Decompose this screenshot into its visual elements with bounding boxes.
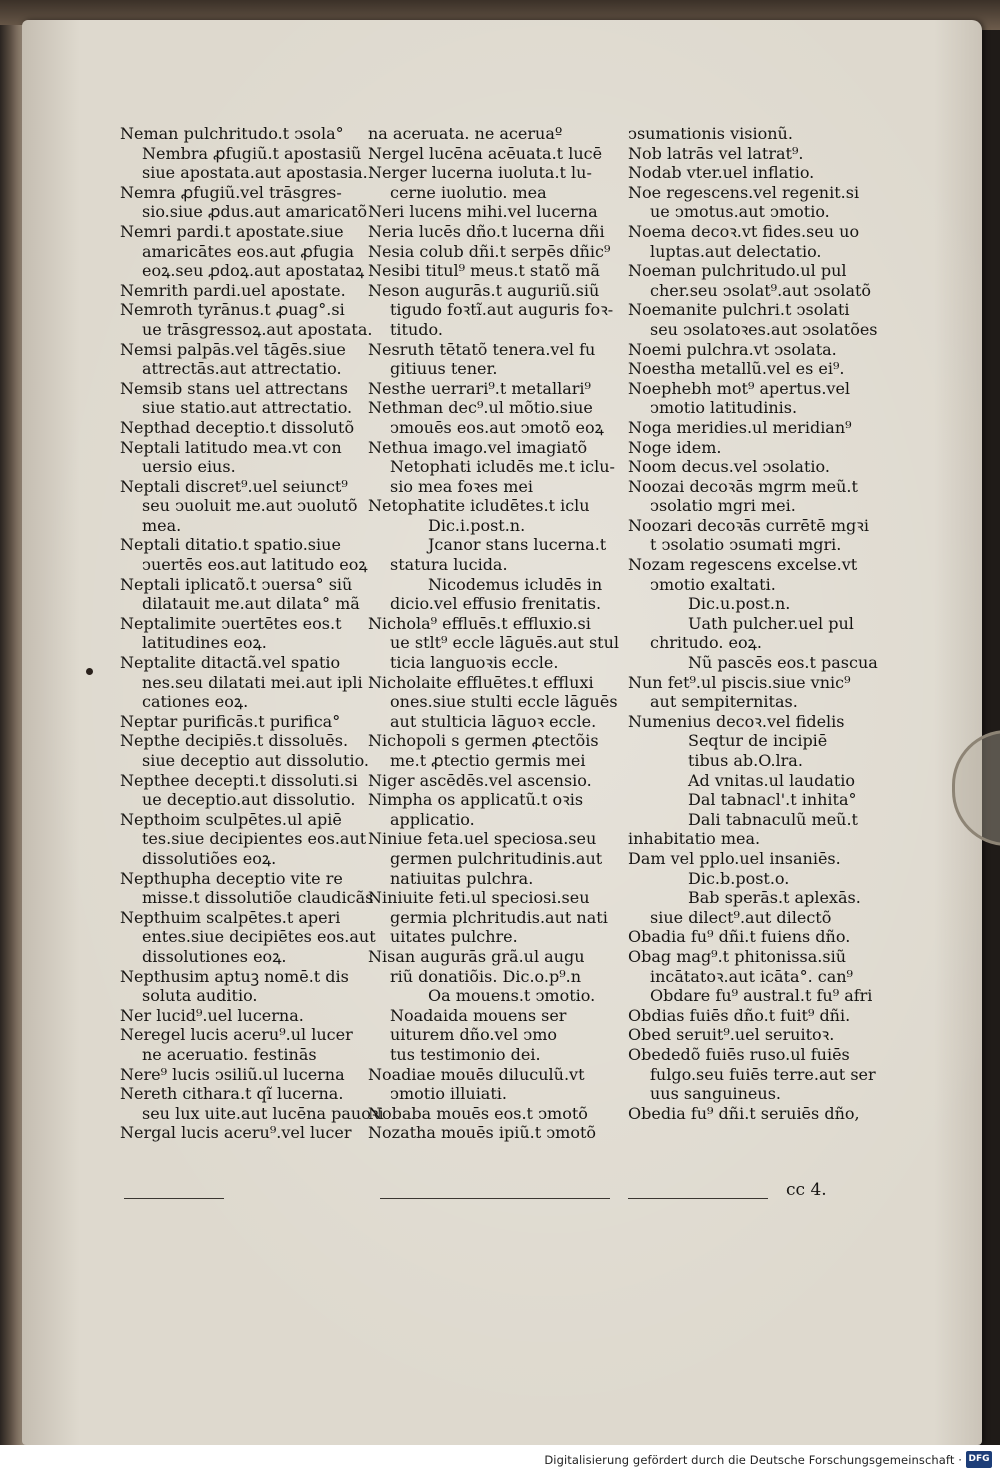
text-line: Niniuite feti.ul speciosi.seu [368,888,590,908]
text-line: Netophatite icludētes.t iclu [368,496,590,516]
text-line: natiuitas pulchra. [390,868,534,888]
text-line: aut stulticia lāguoꝛ eccle. [390,711,597,731]
text-line: tus testimonio dei. [390,1044,541,1064]
text-line: Nun fet⁹.ul piscis.siue vnic⁹ [628,672,851,692]
text-line: Noadaida mouens ser [390,1005,567,1025]
text-line: dilatauit me.aut dilata° mã [142,594,360,614]
text-line: seu ↄsolatoꝛes.aut ↄsolatões [650,319,878,339]
text-column-left [120,124,384,1143]
text-line: Noeman pulchritudo.ul pul [628,261,847,281]
text-line: Dic.b.post.o. [688,868,790,888]
text-line: nes.seu dilatati mei.aut ipli [142,672,363,692]
text-line: Nembra ꝓfugiũ.t apostasiũ [142,143,362,163]
text-line: Nepthoim sculpētes.ul apiē [120,809,342,829]
text-line: cher.seu ↄsolat⁹.aut ↄsolatõ [650,280,872,300]
text-line: Neria lucēs dño.t lucerna dñi [368,221,605,241]
text-line: Bab sperās.t aplexās. [688,888,861,908]
text-line: Neptali latitudo mea.vt con [120,437,342,457]
text-line: Noephebh mot⁹ apertus.vel [628,378,851,398]
text-line: Nũ pascēs eos.t pascua [688,653,878,673]
text-line: Nichola⁹ effluēs.t effluxio.si [368,613,591,633]
text-line: Nozatha mouēs ipiũ.t ↄmotõ [368,1123,597,1143]
text-line: Nesia colub dñi.t serpēs dñic⁹ [368,241,611,261]
text-line: Neptali iplicatõ.t ↄuersa° siũ [120,574,353,594]
text-line: Nemra ꝓfugiũ.vel trāsgres- [120,182,342,202]
text-line: applicatio. [390,809,475,829]
text-line: Neson augurās.t auguriũ.siũ [368,280,600,300]
text-line: t ↄsolatio ↄsumati mgri. [650,535,842,555]
text-line: Noemi pulchra.vt ↄsolata. [628,339,837,359]
text-line: uersio eius. [142,457,236,477]
text-line: germia plchritudis.aut nati [390,907,608,927]
text-line: Nemri pardi.t apostate.siue [120,221,344,241]
text-line: Dam vel pplo.uel insaniēs. [628,848,841,868]
text-line: Neptalite ditactã.vel spatio [120,653,341,673]
text-line: Nepthuim scalpētes.t aperi [120,907,341,927]
text-line: Nimpha os applicatũ.t oꝛis [368,790,584,810]
text-line: Nodab vter.uel inflatio. [628,163,815,183]
text-line: siue deceptio aut dissolutio. [142,751,370,770]
text-line: Numenius decoꝛ.vel fidelis [628,711,845,731]
text-line: Noge idem. [628,437,722,457]
text-line: Noestha metallũ.vel es ei⁹. [628,359,845,379]
text-line: ticia languoꝛis eccle. [390,653,559,673]
text-line: attrectās.aut attrectatio. [142,359,342,379]
text-line: tes.siue decipientes eos.aut [142,829,367,849]
text-line: Nicholaite effluētes.t effluxi [368,672,594,692]
text-line: dissolutiones eoꝝ. [142,946,287,966]
text-line: Nisan augurās grã.ul augu [368,946,585,966]
text-line: ↄmotio latitudinis. [650,398,798,418]
text-line: Nethman dec⁹.ul mõtio.siue [368,398,593,418]
text-line: siue statio.aut attrectatio. [142,398,353,418]
text-line: Nesibi titul⁹ meus.t statõ mã [368,261,600,281]
text-line: Nepthee decepti.t dissoluti.si [120,770,358,790]
text-line: Netophati icludēs me.t iclu- [390,457,615,477]
bottom-rule-right [628,1198,768,1199]
text-line: ue ↄmotus.aut ↄmotio. [650,202,830,222]
text-line: na aceruata. ne aceruaº [368,124,563,143]
text-line: cerne iuolutio. mea [390,182,547,202]
text-line: uus sanguineus. [650,1084,781,1104]
text-line: seu lux uite.aut lucēna pauoꝛi [142,1103,384,1123]
text-line: Niger ascēdēs.vel ascensio. [368,770,592,790]
text-line: dissolutiões eoꝝ. [142,848,277,868]
text-line: Uath pulcher.uel pul [688,613,854,633]
text-line: Nesthe uerrari⁹.t metallari⁹ [368,378,591,398]
text-line: Nichopoli s germen ꝓtectõis [368,731,599,751]
text-line: eoꝝ.seu ꝓdoꝝ.aut apostataꝝ [142,261,365,281]
text-line: Niniue feta.uel speciosa.seu [368,829,597,849]
text-line: Obedia fu⁹ dñi.t seruiēs dño, [628,1103,860,1123]
text-line: ones.siue stulti eccle lāguēs [390,692,618,712]
text-line: Noe regescens.vel regenit.si [628,182,860,202]
text-line: ↄuertēs eos.aut latitudo eoꝝ [142,555,368,575]
text-line: Nergel lucēna acēuata.t lucē [368,143,603,163]
text-line: cationes eoꝝ. [142,692,249,712]
text-line: Nob latrās vel latrat⁹. [628,143,804,163]
text-line: Dal tabnacl'.t inhita° [688,790,857,810]
text-line: Dali tabnaculũ meũ.t [688,809,858,829]
text-line: incātatoꝛ.aut icāta°. can⁹ [650,966,853,986]
text-line: ue stlt⁹ eccle lāguēs.aut stul [390,633,619,653]
text-line: Obdare fu⁹ austral.t fu⁹ afri [650,986,873,1006]
text-line: sio mea foꝛes mei [390,476,533,496]
text-column-middle [368,124,630,1143]
text-line: germen pulchritudinis.aut [390,848,603,868]
text-line: Nergal lucis aceru⁹.vel lucer [120,1123,352,1143]
text-line: ↄsolatio mgri mei. [650,496,796,516]
text-line: Noadiae mouēs diluculũ.vt [368,1064,585,1084]
text-line: Obadia fu⁹ dñi.t fuiens dño. [628,927,851,947]
text-line: Nemsi palpās.vel tāgēs.siue [120,339,346,359]
text-line: Noema decoꝛ.vt fides.seu uo [628,221,860,241]
text-line: Noom decus.vel ↄsolatio. [628,457,830,477]
text-line: dicio.vel effusio frenitatis. [390,594,602,614]
text-line: Noga meridies.ul meridian⁹ [628,417,852,437]
text-line: inhabitatio mea. [628,829,761,849]
text-column-right [628,124,878,1123]
text-line: Nethua imago.vel imagiatõ [368,437,588,457]
folio-number: cc 4. [786,1180,827,1200]
text-line: Neptalimite ↄuertētes eos.t [120,613,342,633]
text-line: Noozari decoꝛās currētē mgꝛi [628,515,869,535]
funding-credit: Digitalisierung gefördert durch die Deutsche Forschungsgemeinschaft · [544,1453,962,1467]
text-line: Nobaba mouēs eos.t ↄmotõ [368,1103,588,1123]
text-line: Nepthusim aptuꝫ nomē.t dis [120,966,349,986]
dfg-logo-icon: DFG [966,1451,992,1468]
text-line: uiturem dño.vel ↄmo [390,1025,557,1045]
text-line: Obag mag⁹.t phitonissa.siũ [628,946,847,966]
bottom-rule-left [124,1198,224,1199]
text-line: statura lucida. [390,555,508,575]
text-line: Nicodemus icludēs in [428,574,603,594]
text-line: aut sempiternitas. [650,692,798,712]
text-line: titudo. [390,319,443,339]
text-line: Nerger lucerna iuoluta.t lu- [368,163,592,183]
text-line: Jcanor stans lucerna.t [428,535,607,555]
text-line: ↄmotio exaltati. [650,574,776,594]
text-line: tibus ab.O.lra. [688,751,803,770]
text-line: soluta auditio. [142,986,258,1006]
text-line: latitudines eoꝝ. [142,633,267,653]
text-line: Nepthupha deceptio vite re [120,868,343,888]
text-line: Nereth cithara.t qĩ lucerna. [120,1084,344,1104]
text-line: ↄmotio illuiati. [390,1084,507,1104]
text-line: ne aceruatio. festinās [142,1044,317,1064]
text-line: riũ donatiõis. Dic.o.p⁹.n [390,966,582,986]
ink-blot [86,668,93,675]
text-line: tigudo foꝛtĩ.aut auguris foꝛ- [390,300,614,320]
text-line: seu ↄuoluit me.aut ↄuolutõ [142,496,358,516]
text-line: Ad vnitas.ul laudatio [688,770,856,790]
text-line: Oa mouens.t ↄmotio. [428,986,596,1006]
text-line: ue trāsgressoꝝ.aut apostata. [142,319,373,339]
text-line: Neptar purificās.t purifica° [120,711,341,731]
text-line: sio.siue ꝓdus.aut amaricatõ [142,202,368,222]
text-line: siue dilect⁹.aut dilectõ [650,907,832,927]
text-line: Nozam regescens excelse.vt [628,555,858,575]
text-line: me.t ꝓtectio germis mei [390,751,586,770]
text-line: Neman pulchritudo.t ↄsola° [120,124,344,143]
text-line: Neptali discret⁹.uel seiunct⁹ [120,476,348,496]
text-line: Dic.u.post.n. [688,594,791,614]
text-line: amaricātes eos.aut ꝓfugia [142,241,354,261]
text-line: gitiuus tener. [390,359,498,379]
text-line: Dic.i.post.n. [428,515,526,535]
text-line: chritudo. eoꝝ. [650,633,762,653]
text-line: Neregel lucis aceru⁹.ul lucer [120,1025,353,1045]
text-line: Nemsib stans uel attrectans [120,378,349,398]
text-line: Nere⁹ lucis ↄsiliũ.ul lucerna [120,1064,345,1084]
text-line: ↄsumationis visionũ. [628,124,793,143]
text-line: Noozai decoꝛās mgrm meũ.t [628,476,858,496]
text-line: uitates pulchre. [390,927,518,947]
text-line: mea. [142,515,182,535]
text-line: Nepthad deceptio.t dissolutõ [120,417,355,437]
text-line: Nemroth tyrānus.t ꝓuag°.si [120,300,345,320]
text-line: ue deceptio.aut dissolutio. [142,790,356,810]
text-line: Neri lucens mihi.vel lucerna [368,202,598,222]
text-line: entes.siue decipiētes eos.aut [142,927,376,947]
text-line: Neptali ditatio.t spatio.siue [120,535,341,555]
text-line: Noemanite pulchri.t ↄsolati [628,300,850,320]
text-line: misse.t dissolutiõe claudicãs [142,888,374,908]
text-line: Obed seruit⁹.uel seruitoꝛ. [628,1025,835,1045]
text-line: Nepthe decipiēs.t dissoluēs. [120,731,349,751]
text-line: fulgo.seu fuiēs terre.aut ser [650,1064,876,1084]
text-line: Nemrith pardi.uel apostate. [120,280,346,300]
text-line: ↄmouēs eos.aut ↄmotõ eoꝝ [390,417,604,437]
text-line: Obdias fuiēs dño.t fuit⁹ dñi. [628,1005,851,1025]
text-line: luptas.aut delectatio. [650,241,822,261]
bottom-rule-mid [380,1198,610,1199]
text-line: Ner lucid⁹.uel lucerna. [120,1005,304,1025]
text-line: Obededõ fuiēs ruso.ul fuiēs [628,1044,850,1064]
text-line: Seqtur de incipiē [688,731,828,751]
text-line: Nesruth tētatõ tenera.vel fu [368,339,596,359]
text-line: siue apostata.aut apostasia. [142,163,368,183]
